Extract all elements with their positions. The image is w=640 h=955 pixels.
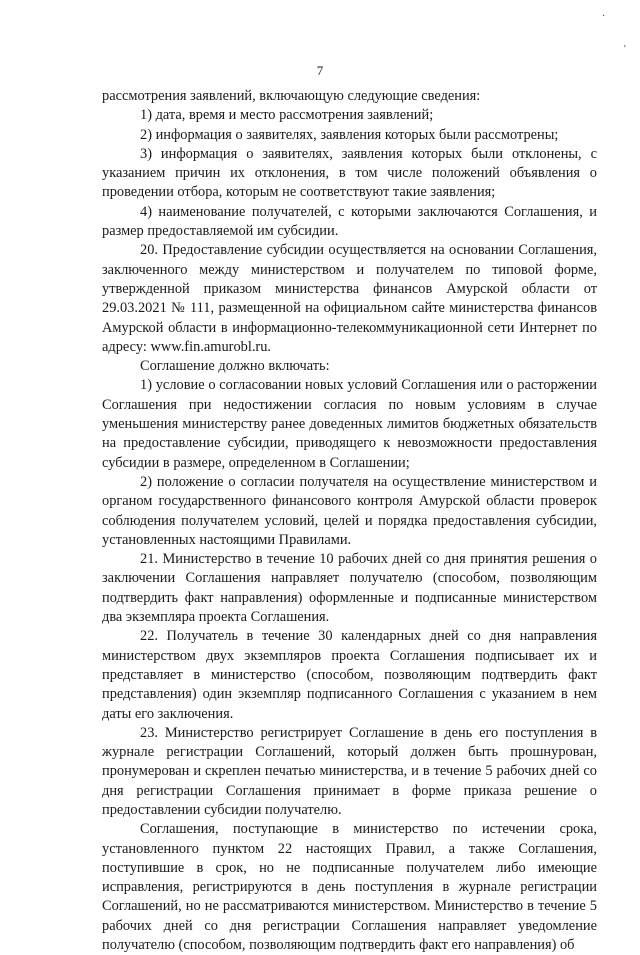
clause-20: 20. Предоставление субсидии осуществляется на основании Соглашения, заключенного между министерством и получателем по типовой форме, утвержденной приказом министерства финансов Амурской области от 29.03.2021 № 111, размещенной на официальном сайте министерства финансов Амурской области в информационно-телекоммуникационной сети Интернет по адресу: www.fin.amurobl.ru. <box>102 242 597 355</box>
clause-21: 21. Министерство в течение 10 рабочих дней со дня принятия решения о заключении Соглашения направляет получателю (способом, позволяющим подтвердить факт направления) оформленные и подписанные министерством два экземпляра проекта Соглашения. <box>102 551 597 626</box>
clause-23: 23. Министерство регистрирует Соглашение в день его поступления в журнале регистрации Соглашений, который должен быть прошнурован, пронумерован и скреплен печатью министерства, и в течение 5 рабочих дней со дня регистрации Соглашения принимает в форме приказа решение о предоставлении субсидии получателю. <box>102 724 597 818</box>
list-item-rejected-applicants: 3) информация о заявителях, заявления которых были отклонены, с указанием причин их отклонения, в том числе положений объявления о проведении отбора, которым не соответствуют такие заявления; <box>102 145 597 201</box>
clause-22: 22. Получатель в течение 30 календарных дней со дня направления министерством двух экземпляров проекта Соглашения подписывает их и представляет в министерство (способом, позволяющим подтвердить факт представления) один экземпляр подписанного Соглашения с указанием в нем даты его заключения. <box>102 628 597 722</box>
scan-dot-mark: · <box>602 11 606 22</box>
page-number: 7 <box>316 63 324 78</box>
list-item-reviewed-applicants: 2) информация о заявителях, заявления которых были рассмотрены; <box>140 126 559 143</box>
agreement-must-include: Соглашение должно включать: <box>140 358 330 375</box>
document-body <box>102 87 597 955</box>
list-item-date-time-place: 1) дата, время и место рассмотрения заявлений; <box>140 107 434 124</box>
list-item-recipients: 4) наименование получателей, с которыми заключаются Соглашения, и размер предоставляемой им субсидии. <box>102 203 597 240</box>
agreement-item-2: 2) положение о согласии получателя на осуществление министерством и органом государственного финансового контроля Амурской области проверок соблюдения получателем условий, целей и порядка предоставления субсидии, установленных настоящими Правилами. <box>102 473 597 548</box>
scan-edge-mark: ' <box>624 44 626 55</box>
clause-23-continued: Соглашения, поступающие в министерство по истечении срока, установленного пунктом 22 настоящих Правил, а также Соглашения, поступившие в срок, но не подписанные получателем либо имеющие исправления, регистрируются в день поступления в журнале регистрации Соглашений, но не рассматриваются министерством. Министерство в течение 5 рабочих дней со дня регистрации Соглашения направляет уведомление получателю (способом, позволяющим подтвердить факт его направления) об <box>102 821 597 954</box>
paragraph-continuation: рассмотрения заявлений, включающую следующие сведения: <box>102 88 481 104</box>
agreement-item-1: 1) условие о согласовании новых условий Соглашения или о расторжении Соглашения при недостижении согласия по новым условиям в случае уменьшения министерству ранее доведенных лимитов бюджетных обязательств на предоставление субсидии, приводящего к невозможности предоставления субсидии в размере, определенном в Соглашении; <box>102 377 597 471</box>
